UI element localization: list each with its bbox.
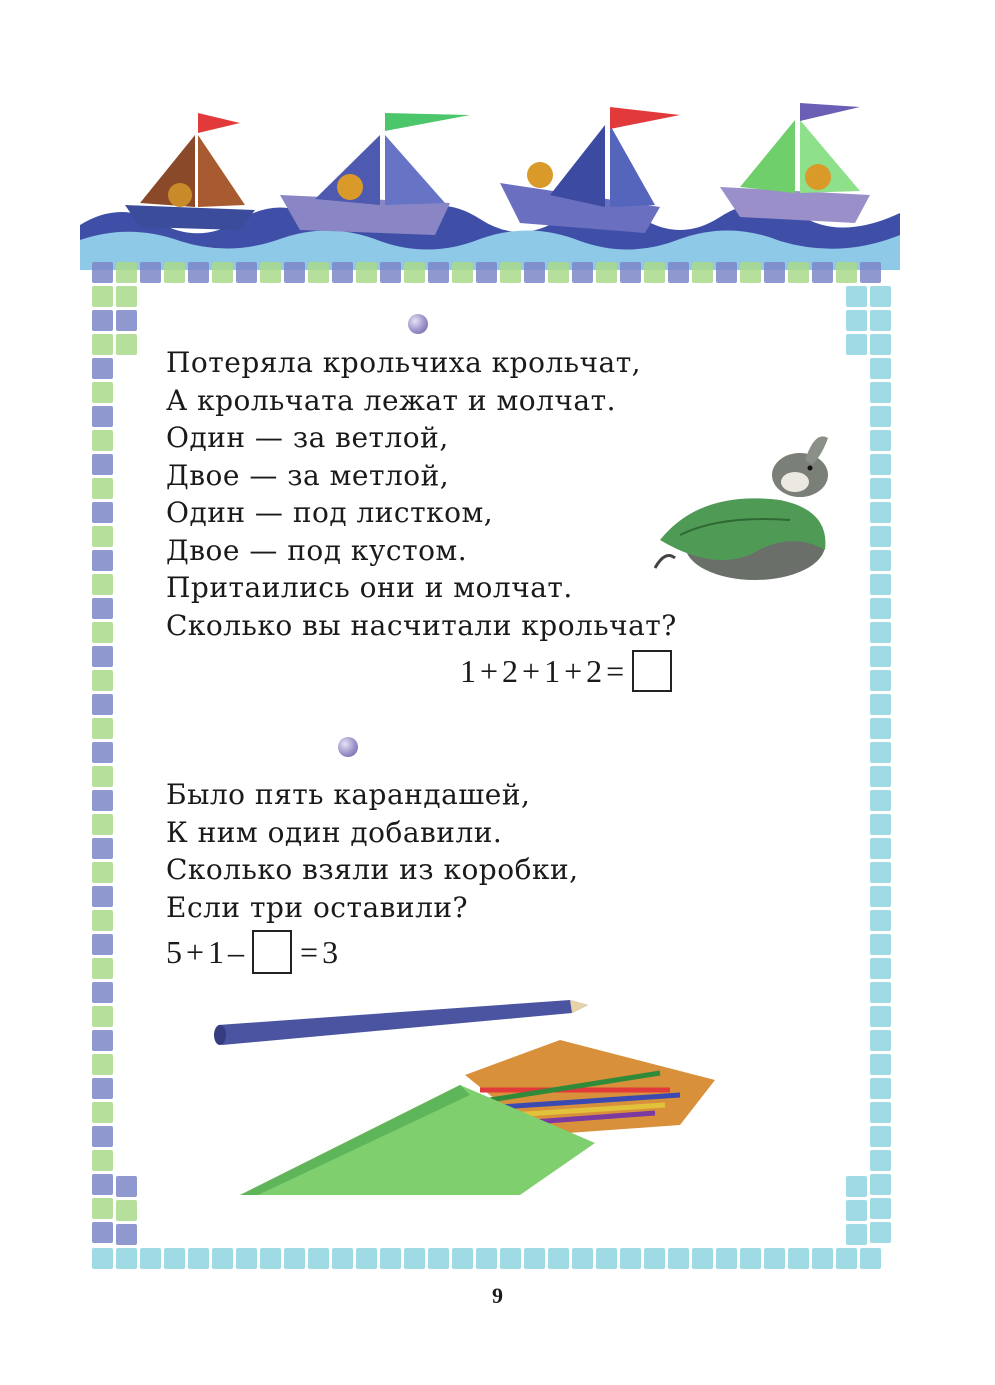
frame-tile	[404, 262, 425, 283]
frame-tile	[870, 1198, 891, 1219]
poem-line: Было пять карандашей,	[166, 778, 531, 811]
equation-term: 3	[322, 933, 339, 970]
frame-tile	[92, 310, 113, 331]
page-number: 9	[492, 1283, 503, 1308]
equation-term: 2	[586, 652, 603, 689]
frame-tile	[572, 1248, 593, 1269]
frame-tile	[260, 1248, 281, 1269]
frame-tile	[870, 1174, 891, 1195]
frame-tile	[92, 1222, 113, 1243]
frame-tile	[870, 574, 891, 595]
poem-rabbits	[166, 344, 677, 644]
frame-tile	[116, 262, 137, 283]
frame-tile	[860, 262, 881, 283]
frame-tile	[92, 1150, 113, 1171]
frame-tile	[92, 1126, 113, 1147]
frame-tile	[92, 838, 113, 859]
poem-line: Двое — под кустом.	[166, 533, 468, 567]
frame-tile	[870, 310, 891, 331]
frame-tile	[870, 286, 891, 307]
equation-operator: +	[186, 933, 205, 970]
frame-tile	[116, 1176, 137, 1197]
frame-tile	[812, 1248, 833, 1269]
frame-tile	[548, 262, 569, 283]
frame-tile	[870, 718, 891, 739]
frame-tile	[92, 790, 113, 811]
frame-tile	[188, 262, 209, 283]
frame-tile	[284, 1248, 305, 1269]
boat-4	[720, 103, 870, 223]
poem-line: К ним один добавили.	[166, 815, 503, 849]
frame-tile	[92, 862, 113, 883]
frame-tile	[92, 1198, 113, 1219]
frame-tile	[212, 1248, 233, 1269]
frame-tile	[92, 1102, 113, 1123]
frame-tile	[92, 286, 113, 307]
frame-tile	[870, 382, 891, 403]
frame-tile	[92, 382, 113, 403]
frame-tile	[846, 310, 867, 331]
frame-tile	[116, 286, 137, 307]
frame-tile	[380, 1248, 401, 1269]
frame-tile	[92, 502, 113, 523]
equation-pencils	[166, 930, 338, 974]
equation-term: 1	[544, 652, 561, 689]
frame-tile	[740, 1248, 761, 1269]
frame-tile	[620, 262, 641, 283]
answer-box[interactable]	[632, 650, 672, 692]
frame-tile	[308, 262, 329, 283]
frame-tile	[870, 526, 891, 547]
frame-tile	[870, 550, 891, 571]
frame-tile	[92, 262, 113, 283]
frame-tile	[846, 334, 867, 355]
frame-tile	[356, 262, 377, 283]
pencil	[214, 1000, 588, 1045]
frame-tile	[92, 622, 113, 643]
sailboats-illustration	[80, 95, 900, 270]
frame-tile	[428, 262, 449, 283]
frame-tile	[870, 1054, 891, 1075]
frame-tile	[788, 262, 809, 283]
equation-operator: +	[522, 652, 541, 689]
frame-tile	[92, 670, 113, 691]
frame-tile	[332, 262, 353, 283]
frame-tile	[764, 262, 785, 283]
frame-tile	[812, 262, 833, 283]
frame-tile	[92, 958, 113, 979]
frame-tile	[870, 1222, 891, 1243]
poem-line: Один — за ветлой,	[166, 421, 449, 454]
frame-tile	[572, 262, 593, 283]
answer-box[interactable]	[252, 930, 292, 974]
pencil-box	[240, 1040, 715, 1195]
frame-tile	[644, 262, 665, 283]
poem-line: Сколько взяли из коробки,	[166, 853, 579, 886]
poem-line: Сколько вы насчитали крольчат?	[166, 608, 677, 642]
frame-tile	[356, 1248, 377, 1269]
frame-tile	[870, 502, 891, 523]
frame-tile	[92, 1078, 113, 1099]
frame-tile	[870, 1150, 891, 1171]
frame-tile	[870, 598, 891, 619]
frame-tile	[740, 262, 761, 283]
frame-tile	[92, 334, 113, 355]
equation-operator: +	[564, 652, 583, 689]
frame-tile	[116, 1200, 137, 1221]
frame-tile	[524, 262, 545, 283]
frame-tile	[92, 454, 113, 475]
frame-tile	[380, 262, 401, 283]
frame-tile	[92, 934, 113, 955]
frame-tile	[92, 910, 113, 931]
equation-rabbits	[460, 650, 672, 692]
frame-tile	[92, 550, 113, 571]
frame-tile	[476, 262, 497, 283]
frame-tile	[92, 982, 113, 1003]
frame-tile	[870, 886, 891, 907]
frame-tile	[92, 526, 113, 547]
frame-tile	[870, 430, 891, 451]
frame-tile	[846, 1224, 867, 1245]
frame-tile	[428, 1248, 449, 1269]
frame-tile	[870, 1102, 891, 1123]
frame-tile	[836, 1248, 857, 1269]
frame-tile	[116, 310, 137, 331]
bullet-decoration	[338, 737, 358, 757]
frame-tile	[716, 1248, 737, 1269]
frame-tile	[116, 1224, 137, 1245]
frame-tile	[846, 286, 867, 307]
frame-tile	[620, 1248, 641, 1269]
frame-tile	[92, 814, 113, 835]
pencils-illustration	[210, 995, 730, 1205]
frame-tile	[870, 838, 891, 859]
frame-tile	[236, 1248, 257, 1269]
frame-tile	[92, 406, 113, 427]
frame-tile	[548, 1248, 569, 1269]
frame-tile	[92, 1006, 113, 1027]
frame-tile	[116, 1248, 137, 1269]
frame-tile	[596, 1248, 617, 1269]
poem-line: Притаились они и молчат.	[166, 571, 573, 604]
frame-tile	[452, 1248, 473, 1269]
frame-tile	[870, 1078, 891, 1099]
boat-2	[280, 113, 470, 235]
frame-tile	[870, 646, 891, 667]
frame-tile	[870, 766, 891, 787]
equation-term: 1	[460, 652, 476, 689]
frame-tile	[284, 262, 305, 283]
poem-line: Один — под листком,	[166, 496, 494, 529]
frame-tile	[836, 262, 857, 283]
frame-tile	[860, 1248, 881, 1269]
frame-tile	[870, 694, 891, 715]
poem-line: Потеряла крольчиха крольчат,	[166, 346, 642, 379]
frame-tile	[870, 454, 891, 475]
equation-term: 2	[502, 652, 519, 689]
frame-tile	[212, 262, 233, 283]
equation-term: 5	[166, 933, 182, 970]
frame-tile	[476, 1248, 497, 1269]
frame-tile	[92, 886, 113, 907]
frame-tile	[870, 358, 891, 379]
frame-tile	[644, 1248, 665, 1269]
frame-tile	[116, 334, 137, 355]
frame-tile	[92, 1030, 113, 1051]
frame-tile	[188, 1248, 209, 1269]
equation-operator: +	[480, 652, 499, 689]
frame-tile	[308, 1248, 329, 1269]
frame-tile	[870, 406, 891, 427]
frame-tile	[870, 862, 891, 883]
frame-tile	[870, 478, 891, 499]
boat-1	[125, 113, 255, 230]
frame-tile	[92, 1174, 113, 1195]
poem-line: А крольчата лежат и молчат.	[166, 383, 616, 417]
frame-tile	[92, 478, 113, 499]
frame-tile	[596, 262, 617, 283]
frame-tile	[524, 1248, 545, 1269]
frame-tile	[236, 262, 257, 283]
frame-tile	[500, 1248, 521, 1269]
frame-tile	[870, 814, 891, 835]
poem-line: Если три оставили?	[166, 890, 469, 924]
frame-tile	[260, 262, 281, 283]
frame-tile	[164, 262, 185, 283]
frame-tile	[870, 958, 891, 979]
boat-3	[500, 107, 680, 233]
frame-tile	[92, 646, 113, 667]
frame-tile	[92, 766, 113, 787]
poem-line: Двое — за метлой,	[166, 458, 450, 492]
frame-tile	[92, 598, 113, 619]
frame-tile	[870, 1030, 891, 1051]
frame-tile	[870, 670, 891, 691]
frame-tile	[668, 1248, 689, 1269]
frame-tile	[870, 622, 891, 643]
frame-tile	[140, 262, 161, 283]
frame-tile	[870, 790, 891, 811]
frame-tile	[692, 1248, 713, 1269]
frame-tile	[870, 934, 891, 955]
frame-tile	[404, 1248, 425, 1269]
equation-operator: =	[300, 933, 319, 970]
frame-tile	[846, 1176, 867, 1197]
equation-operator: =	[606, 652, 625, 689]
frame-tile	[870, 1006, 891, 1027]
frame-tile	[452, 262, 473, 283]
frame-tile	[870, 982, 891, 1003]
frame-tile	[668, 262, 689, 283]
frame-tile	[164, 1248, 185, 1269]
frame-tile	[92, 574, 113, 595]
frame-tile	[92, 694, 113, 715]
frame-tile	[788, 1248, 809, 1269]
frame-tile	[92, 430, 113, 451]
frame-tile	[92, 358, 113, 379]
frame-tile	[846, 1200, 867, 1221]
frame-tile	[692, 262, 713, 283]
frame-tile	[716, 262, 737, 283]
bullet-decoration	[408, 314, 428, 334]
frame-tile	[870, 742, 891, 763]
poem-pencils	[166, 776, 579, 926]
frame-tile	[870, 1126, 891, 1147]
equation-term: 1	[208, 933, 225, 970]
frame-tile	[870, 334, 891, 355]
frame-tile	[764, 1248, 785, 1269]
frame-tile	[92, 1054, 113, 1075]
equation-operator: –	[228, 933, 245, 970]
frame-tile	[92, 1248, 113, 1269]
frame-tile	[140, 1248, 161, 1269]
frame-tile	[870, 910, 891, 931]
frame-tile	[92, 742, 113, 763]
frame-tile	[332, 1248, 353, 1269]
frame-tile	[500, 262, 521, 283]
frame-tile	[92, 718, 113, 739]
